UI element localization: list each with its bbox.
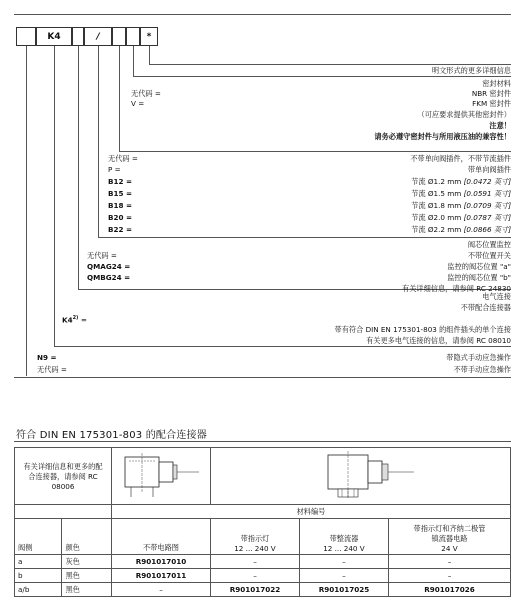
plug-b20-code: B20 = <box>108 213 133 222</box>
cell-rectifier: R901017025 <box>299 583 388 597</box>
monitor-b-code: QMBG24 = <box>87 273 131 282</box>
connectors-title: 符合 DIN EN 175301-803 的配合连接器 <box>16 430 207 441</box>
plug-b12-text: 节流 Ø1.2 mm [0.0472 英寸] <box>411 177 511 186</box>
leader-plug <box>98 46 99 237</box>
col-valve-side: 阀侧 <box>15 519 62 555</box>
cell-zener: R901017026 <box>388 583 510 597</box>
top-rule <box>14 14 511 15</box>
cell-no-circuit: – <box>112 583 211 597</box>
manual-n9-code: N9 = <box>37 353 57 362</box>
cell-color: 黑色 <box>62 569 112 583</box>
cell-indicator: – <box>211 555 300 569</box>
sep-manual <box>54 346 511 347</box>
seal-attention: 注意！ <box>489 121 511 130</box>
seal-opt2-code: V = <box>131 99 145 108</box>
table-row <box>15 569 511 583</box>
sep-details <box>149 64 511 65</box>
monitor-none-text: 不带位置开关 <box>467 251 511 260</box>
code-box-star: * <box>140 27 158 46</box>
connectors-table <box>14 447 511 597</box>
plug-none-text: 不带单向阀插件，不带节流插件 <box>410 154 511 163</box>
table-row <box>15 519 511 555</box>
connectors-info: 有关详细信息和更多的配合连接器，请参阅 RC 08006 <box>15 448 112 505</box>
cell-side: a <box>15 555 62 569</box>
plug-b15-text: 节流 Ø1.5 mm [0.0591 英寸] <box>411 189 511 198</box>
seal-compat: 请务必遵守密封件与所用液压油的兼容性！ <box>374 132 511 141</box>
electrical-none-text: 不带配合连接器 <box>460 303 511 312</box>
seal-opt1-text: NBR 密封件 <box>471 89 511 98</box>
leader-manual <box>26 46 27 376</box>
monitor-ref: 有关详细信息，请参阅 RC 24830 <box>402 284 511 293</box>
plug-b20-text: 节流 Ø2.0 mm [0.0787 英寸] <box>411 213 511 222</box>
plug-p-text: 带单向阀插件 <box>467 165 511 174</box>
empty-cell <box>15 505 112 519</box>
leader-electrical <box>54 46 55 346</box>
monitor-a-code: QMAG24 = <box>87 262 131 271</box>
cell-zener: – <box>388 555 510 569</box>
cell-indicator: – <box>211 569 300 583</box>
plug-b22-code: B22 = <box>108 225 133 234</box>
leader-monitor <box>78 46 79 289</box>
monitor-a-text: 监控的阀芯位置 "a" <box>447 262 511 271</box>
sep-monitor <box>98 237 511 238</box>
code-box-6 <box>126 27 140 46</box>
col-indicator-zener: 带指示灯和齐纳二极管 镇流器电路 24 V <box>388 519 510 555</box>
material-no-header: 材料编号 <box>112 505 511 519</box>
cell-no-circuit: R901017011 <box>112 569 211 583</box>
cell-no-circuit: R901017010 <box>112 555 211 569</box>
leader-star <box>149 46 150 64</box>
cell-indicator: R901017022 <box>211 583 300 597</box>
table-row <box>15 555 511 569</box>
electrical-ref: 有关更多电气连接的信息，请参阅 RC 08010 <box>366 336 511 345</box>
seal-note: （可应要求提供其他密封件） <box>417 110 511 119</box>
seal-title: 密封材料 <box>482 79 511 88</box>
plug-b22-text: 节流 Ø2.2 mm [0.0866 英寸] <box>411 225 511 234</box>
cell-rectifier: – <box>299 569 388 583</box>
connector-image-cell-2 <box>211 448 511 505</box>
sep-seal <box>133 76 511 77</box>
connector-drawing-small-icon <box>115 449 201 501</box>
table-row <box>15 448 511 505</box>
connectors-title-rule <box>14 441 511 442</box>
table-row <box>15 505 511 519</box>
col-no-circuit: 不带电路图 <box>112 519 211 555</box>
seal-opt2-text: FKM 密封件 <box>472 99 511 108</box>
code-box-3 <box>72 27 84 46</box>
monitor-none-code: 无代码 = <box>87 251 117 260</box>
col-rectifier: 带整流器 12 ... 240 V <box>299 519 388 555</box>
code-box-5 <box>112 27 126 46</box>
seal-opt1-code: 无代码 = <box>131 89 161 98</box>
col-color: 颜色 <box>62 519 112 555</box>
table-row <box>15 583 511 597</box>
connector-drawing-large-icon <box>306 449 416 501</box>
connector-image-cell-1 <box>112 448 211 505</box>
leader-seal <box>133 46 134 76</box>
sep-plug <box>119 151 511 152</box>
plug-b15-code: B15 = <box>108 189 133 198</box>
manual-none-code: 无代码 = <box>37 365 67 374</box>
manual-none-text: 不带手动应急操作 <box>453 365 511 374</box>
bottom-rule <box>14 377 511 378</box>
electrical-k4-code: K4$^{2)}$ = <box>62 315 87 325</box>
monitor-b-text: 监控的阀芯位置 "b" <box>447 273 511 282</box>
electrical-k4-text: 带有符合 DIN EN 175301-803 的组件插头的单个连接 <box>334 325 511 334</box>
cell-rectifier: – <box>299 555 388 569</box>
plug-none-code: 无代码 = <box>108 154 138 163</box>
electrical-title: 电气连接 <box>482 292 511 301</box>
more-details-text: 明文形式的更多详细信息 <box>431 66 511 75</box>
cell-color: 灰色 <box>62 555 112 569</box>
cell-zener: – <box>388 569 510 583</box>
leader-seal-code <box>119 46 120 151</box>
col-indicator: 带指示灯 12 ... 240 V <box>211 519 300 555</box>
cell-side: b <box>15 569 62 583</box>
code-box-slash: / <box>84 27 112 46</box>
plug-p-code: P = <box>108 165 121 174</box>
plug-b18-text: 节流 Ø1.8 mm [0.0709 英寸] <box>411 201 511 210</box>
code-box-k4: K4 <box>36 27 72 46</box>
manual-n9-text: 带隐式手动应急操作 <box>446 353 511 362</box>
plug-b18-code: B18 = <box>108 201 133 210</box>
cell-side: a/b <box>15 583 62 597</box>
code-box-1 <box>16 27 36 46</box>
monitor-title: 阀芯位置监控 <box>467 240 511 249</box>
plug-b12-code: B12 = <box>108 177 133 186</box>
cell-color: 黑色 <box>62 583 112 597</box>
